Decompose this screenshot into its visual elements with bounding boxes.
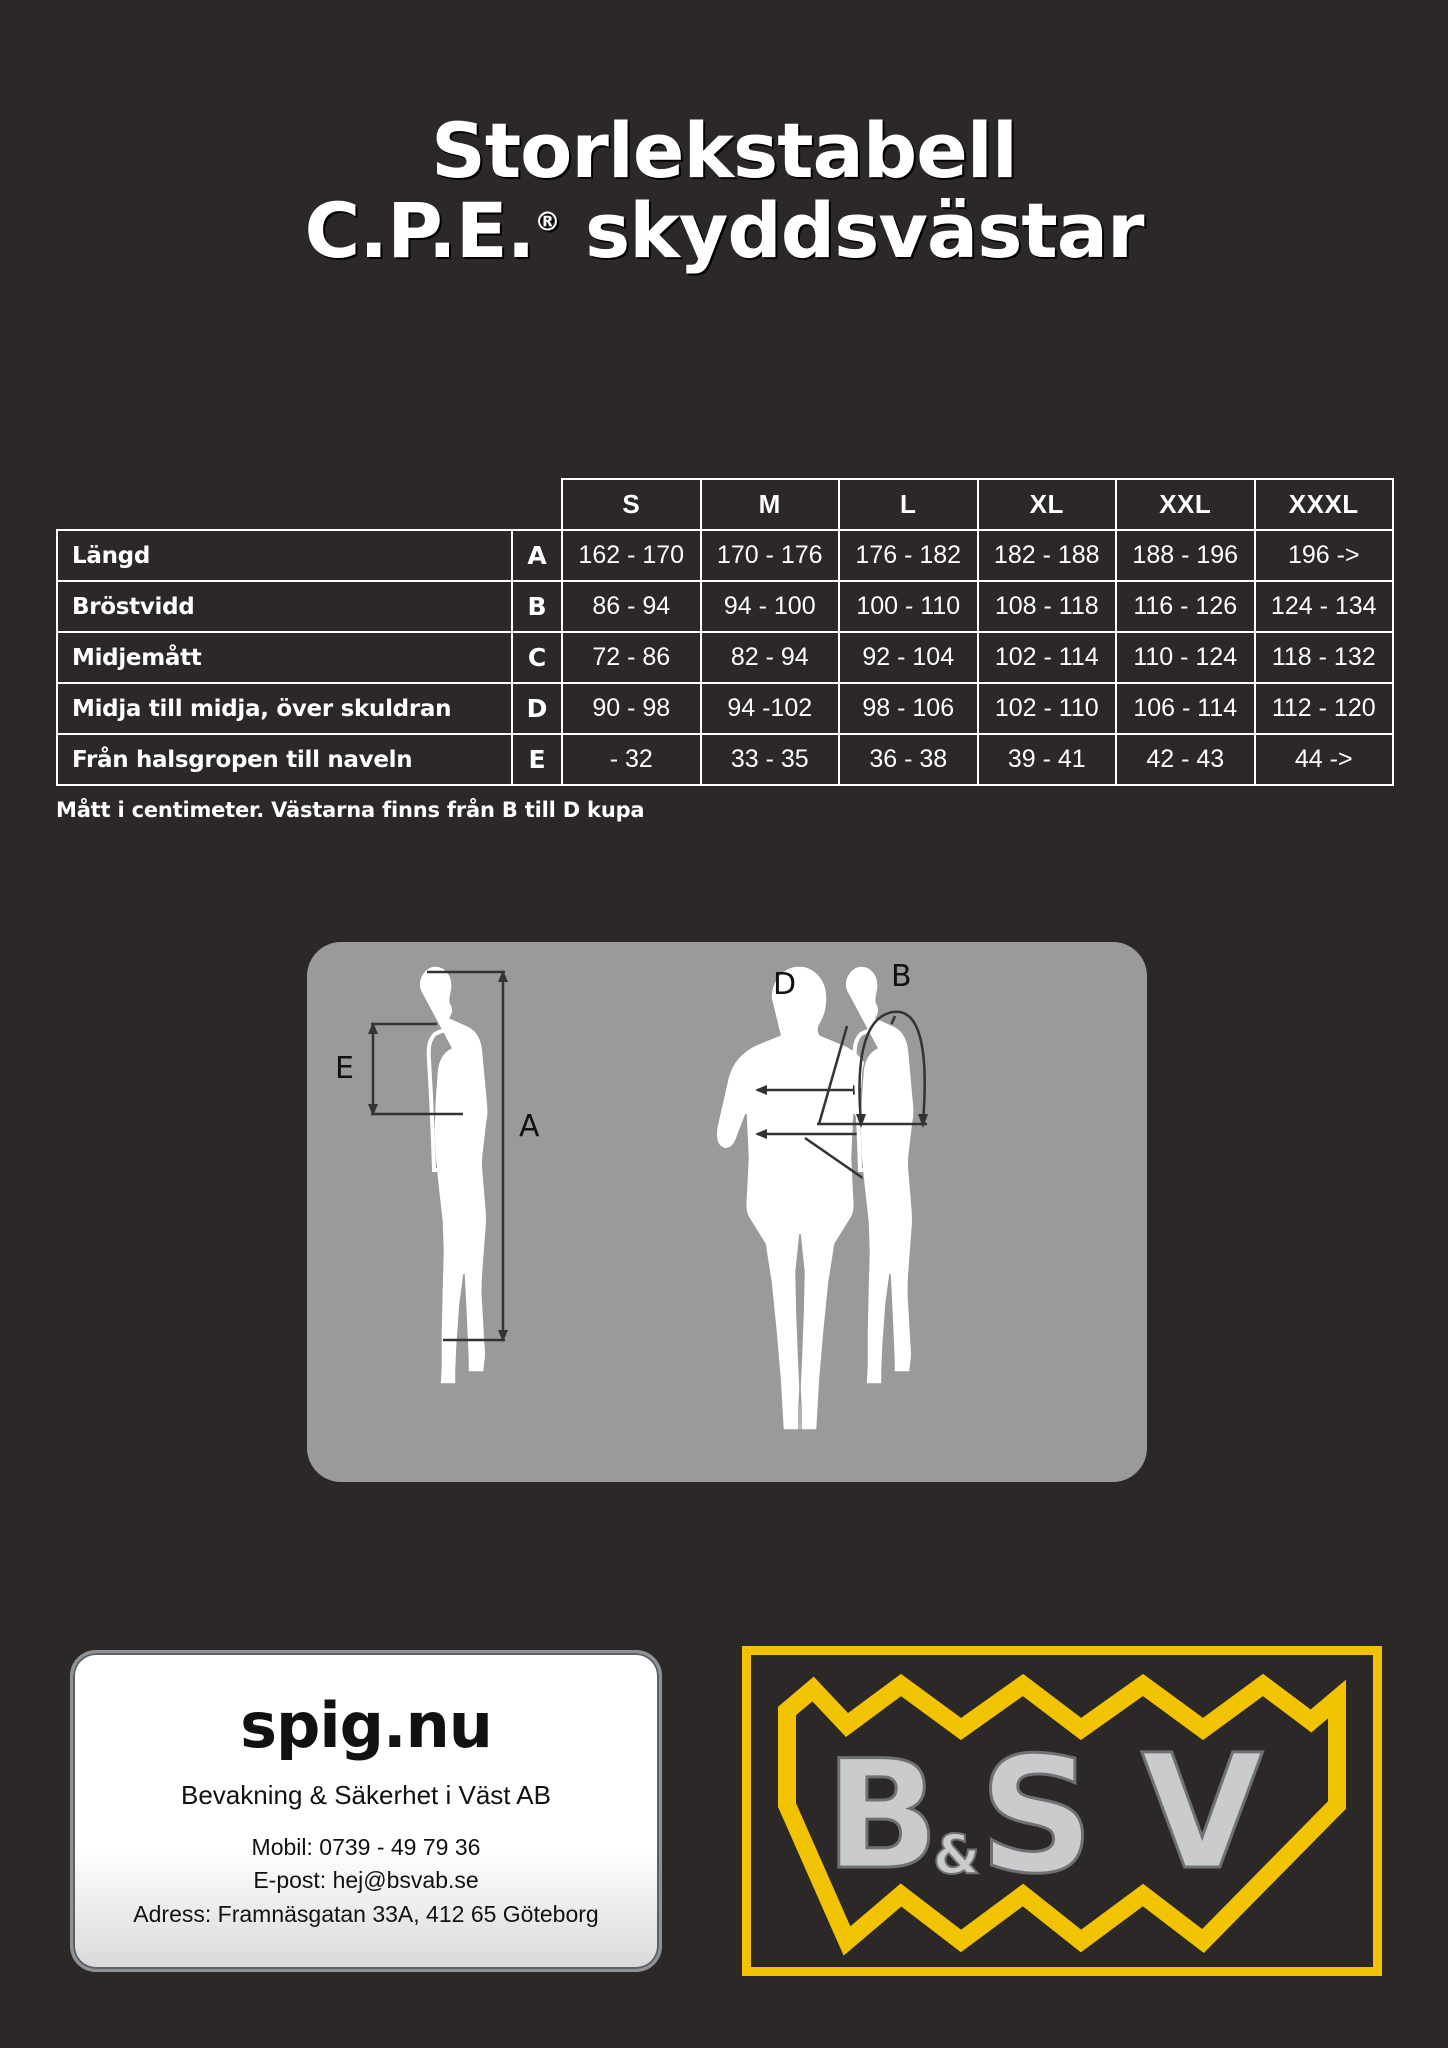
cell-halsgropen-xl: 39 - 41 (978, 734, 1117, 785)
registered-trademark-icon: ® (534, 207, 560, 238)
column-header-xl: XL (978, 479, 1117, 530)
figure-label-a: A (519, 1109, 540, 1144)
contact-email: E-post: hej@bsvab.se (253, 1867, 479, 1894)
cell-langd-m: 170 - 176 (701, 530, 840, 581)
table-note: Mått i centimeter. Västarna finns från B till D kupa (56, 798, 645, 822)
cell-midja-xl: 102 - 110 (978, 683, 1117, 734)
table-row (57, 632, 1393, 683)
column-header-xxxl: XXXL (1255, 479, 1394, 530)
cell-langd-xxxl: 196 -> (1255, 530, 1394, 581)
figure-label-b: B (891, 959, 912, 994)
column-header-xxl: XXL (1116, 479, 1255, 530)
row-key-d: D (512, 683, 562, 734)
company-name: Bevakning & Säkerhet i Väst AB (181, 1780, 551, 1810)
table-row (57, 683, 1393, 734)
measurement-diagram (307, 942, 1147, 1482)
page-subtitle-brand: C.P.E. (304, 185, 535, 275)
cell-langd-xl: 182 - 188 (978, 530, 1117, 581)
row-key-a: A (512, 530, 562, 581)
cell-halsgropen-m: 33 - 35 (701, 734, 840, 785)
contact-mobile: Mobil: 0739 - 49 79 36 (251, 1834, 481, 1860)
cell-langd-xxl: 188 - 196 (1116, 530, 1255, 581)
column-header-l: L (839, 479, 978, 530)
column-header-m: M (701, 479, 840, 530)
cell-langd-l: 176 - 182 (839, 530, 978, 581)
table-row (57, 734, 1393, 785)
cell-halsgropen-xxxl: 44 -> (1255, 734, 1394, 785)
figure-label-d: D (773, 967, 797, 1002)
row-label-midja-till-midja: Midja till midja, över skuldran (57, 683, 512, 734)
cell-brostvidd-s: 86 - 94 (562, 581, 701, 632)
cell-langd-s: 162 - 170 (562, 530, 701, 581)
size-table (56, 478, 1394, 786)
row-label-langd: Längd (57, 530, 512, 581)
site-brand: spig.nu (240, 1689, 492, 1762)
table-header-row (57, 479, 1393, 530)
cell-halsgropen-l: 36 - 38 (839, 734, 978, 785)
cell-halsgropen-xxl: 42 - 43 (1116, 734, 1255, 785)
cell-midja-xxl: 106 - 114 (1116, 683, 1255, 734)
size-table-wrapper (56, 478, 1392, 822)
logo-ampersand: & (933, 1823, 981, 1886)
cell-brostvidd-l: 100 - 110 (839, 581, 978, 632)
logo-letter-v: V (1141, 1721, 1264, 1905)
row-label-midjematt: Midjemått (57, 632, 512, 683)
column-header-s: S (562, 479, 701, 530)
cell-midjematt-xxl: 110 - 124 (1116, 632, 1255, 683)
cell-midjematt-l: 92 - 104 (839, 632, 978, 683)
cell-brostvidd-m: 94 - 100 (701, 581, 840, 632)
page-title: Storlekstabell (431, 106, 1017, 195)
bsv-logo (751, 1655, 1373, 1967)
cell-midjematt-m: 82 - 94 (701, 632, 840, 683)
logo-letter-s: S (979, 1722, 1095, 1909)
row-key-c: C (512, 632, 562, 683)
arrow-d-right-icon (918, 1114, 928, 1128)
contact-address: Adress: Framnäsgatan 33A, 412 65 Göteborg (133, 1900, 599, 1927)
row-label-brostvidd: Bröstvidd (57, 581, 512, 632)
page-title-block (0, 0, 1448, 275)
cell-brostvidd-xxl: 116 - 126 (1116, 581, 1255, 632)
figure-side-left (335, 966, 540, 1384)
table-row (57, 581, 1393, 632)
footer-contact-card (70, 1650, 662, 1972)
table-row (57, 530, 1393, 581)
table-corner-key-cell (512, 479, 562, 530)
measurement-diagram-panel (307, 942, 1147, 1482)
cell-brostvidd-xl: 108 - 118 (978, 581, 1117, 632)
cell-midja-m: 94 -102 (701, 683, 840, 734)
cell-midja-l: 98 - 106 (839, 683, 978, 734)
row-key-b: B (512, 581, 562, 632)
cell-midjematt-xxxl: 118 - 132 (1255, 632, 1394, 683)
bsv-logo-card (742, 1646, 1382, 1976)
page-subtitle (0, 185, 1448, 275)
page-subtitle-text: skyddsvästar (585, 185, 1144, 275)
cell-midjematt-s: 72 - 86 (562, 632, 701, 683)
cell-midjematt-xl: 102 - 114 (978, 632, 1117, 683)
cell-midja-xxxl: 112 - 120 (1255, 683, 1394, 734)
figure-label-e: E (335, 1051, 354, 1086)
cell-brostvidd-xxxl: 124 - 134 (1255, 581, 1394, 632)
cell-halsgropen-s: - 32 (562, 734, 701, 785)
cell-midja-s: 90 - 98 (562, 683, 701, 734)
table-corner-cell (57, 479, 512, 530)
logo-letter-b: B (825, 1729, 940, 1903)
row-key-e: E (512, 734, 562, 785)
row-label-halsgropen: Från halsgropen till naveln (57, 734, 512, 785)
